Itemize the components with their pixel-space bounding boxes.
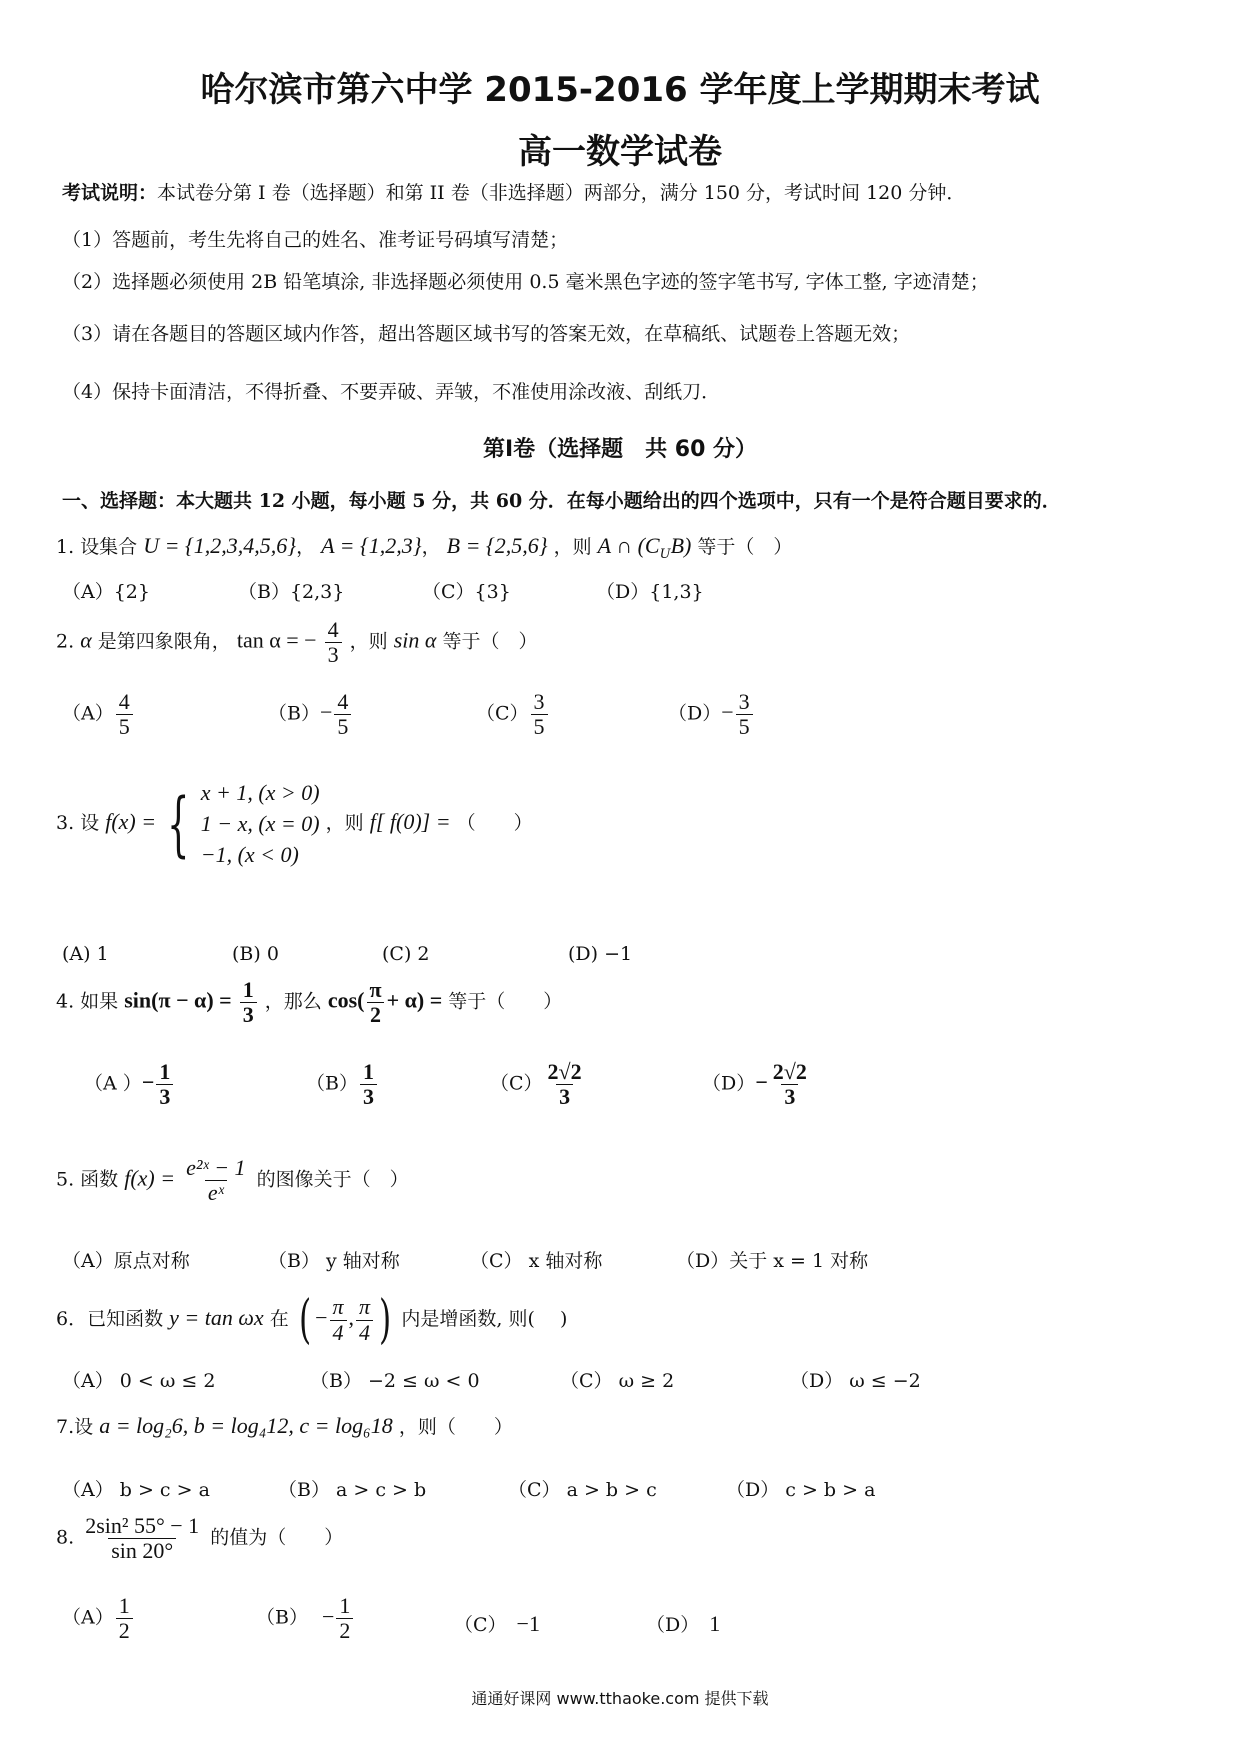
option-b: (B) 0 [232, 943, 279, 965]
option-d: （D） c > b > a [726, 1479, 876, 1501]
fraction: $\frac{3}{5}$ [736, 690, 753, 739]
part1-heading: 第I卷（选择题 共 60 分） [482, 437, 758, 462]
instruction-item: （4）保持卡面清洁，不得折叠、不要弄破、弄皱，不准使用涂改液、刮纸刀． [62, 381, 721, 403]
instruction-item: （3）请在各题目的答题区域内作答，超出答题区域书写的答案无效，在草稿纸、试题卷上答题无效； [62, 323, 911, 345]
option-c: （C） $\frac{3}{5}$ [476, 690, 550, 739]
option-c: （C） ω ≥ 2 [560, 1370, 675, 1392]
fraction: $\frac{\pi}{2}$ [367, 978, 385, 1027]
fraction: $\frac{1}{3}$ [156, 1060, 173, 1109]
option-a: （A） $\frac{1}{2}$ [62, 1594, 135, 1643]
fraction: $\frac{\text{e²ˣ − 1}}{\text{eˣ}}$ [186, 1155, 246, 1206]
piecewise-cases: x + 1, (x > 0) 1 − x, (x = 0) −1, (x < 0) [200, 780, 320, 867]
option-d: （D）− $\frac{2√2}{3}$ [702, 1060, 812, 1109]
option-c: （C） a > b > c [508, 1479, 657, 1501]
option-b: （B） a > c > b [278, 1479, 427, 1501]
instructions-intro [62, 178, 965, 205]
option-c: （C）{3} [422, 581, 511, 603]
footer-source: 通通好课网 www.tthaoke.com 提供下载 [471, 1689, 769, 1708]
question-3: 3. 设 f(x) = { x + 1, (x > 0) 1 − x, (x = 0) −1, (x < 0) ，则 f[ f(0)] = （ ） [56, 778, 533, 870]
fraction: $\frac{4}{3}$ [325, 618, 342, 667]
right-paren: ) [379, 1290, 392, 1350]
option-a: （A）{2} [62, 581, 150, 603]
option-b: （B） −2 ≤ ω < 0 [310, 1370, 480, 1392]
option-c: （C） −1 [454, 1611, 540, 1636]
option-c: (C) 2 [382, 943, 430, 965]
fraction: $\frac{1}{2}$ [116, 1594, 133, 1643]
option-b: （B） − $\frac{1}{2}$ [256, 1594, 355, 1643]
question-2: 2. α 是第四象限角， tan α = − $\frac{4}{3}$ ，则 sin α 等于（ ） [56, 617, 538, 668]
option-c: （C） $\frac{2√2}{3}$ [490, 1060, 587, 1109]
option-c: （C） x 轴对称 [470, 1250, 603, 1272]
exam-title: 哈尔滨市第六中学 2015-2016 学年度上学期期末考试 [200, 70, 1040, 110]
option-a: （A）原点对称 [62, 1250, 190, 1272]
option-a: （A ）− $\frac{1}{3}$ [84, 1060, 175, 1109]
option-b: （B） y 轴对称 [268, 1250, 400, 1272]
fraction: $\frac{1}{3}$ [360, 1060, 377, 1109]
option-d: （D） 1 [646, 1611, 721, 1636]
question-4: 4. 如果 sin(π − α) = $\frac{1}{3}$ ，那么 cos( $\frac{\pi}{2}$ + α) = 等于（ ） [56, 977, 563, 1028]
option-d: （D）− $\frac{3}{5}$ [668, 690, 755, 739]
option-d: （D） ω ≤ −2 [790, 1370, 921, 1392]
option-d: (D) −1 [568, 943, 633, 965]
option-a: (A) 1 [62, 943, 109, 965]
instructions-text: 本试卷分第 I 卷（选择题）和第 II 卷（非选择题）两部分，满分 150 分，考试时间 120 分钟． [157, 182, 966, 204]
left-brace: { [167, 783, 190, 866]
fraction: $\frac{\text{2sin² 55° − 1}}{\sin 20^\circ}$ [85, 1513, 200, 1564]
part1-intro: 一、选择题：本大题共 12 小题，每小题 5 分，共 60 分．在每小题给出的四个选项中，只有一个是符合题目要求的． [62, 490, 1061, 512]
option-a: （A） $\frac{4}{5}$ [62, 690, 135, 739]
option-d: （D）关于 x = 1 对称 [676, 1250, 869, 1272]
option-a: （A） 0 < ω ≤ 2 [62, 1370, 216, 1392]
option-b: （B） $\frac{1}{3}$ [306, 1060, 379, 1109]
fraction: $\frac{2√2}{3}$ [772, 1059, 807, 1110]
fraction: $\frac{1}{3}$ [240, 978, 257, 1027]
fraction: $\frac{\pi}{4}$ [356, 1295, 373, 1344]
fraction: $\frac{2√2}{3}$ [547, 1059, 582, 1110]
exam-subtitle: 高一数学试卷 [518, 132, 722, 172]
fraction: $\frac{4}{5}$ [334, 690, 351, 739]
question-1: 1. 设集合 U = {1,2,3,4,5,6}， A = {1,2,3}， B = {2,5,6} ，则 A ∩ $(C_UB)$ 等于（ ） [56, 533, 793, 562]
fraction: $\frac{4}{5}$ [116, 690, 133, 739]
fraction: $\frac{1}{2}$ [336, 1594, 353, 1643]
question-7: 7.设 a = log₂6, b = log₄12, c = log₆18 ，则（ ） [56, 1413, 513, 1438]
fraction: $\frac{\pi}{4}$ [330, 1295, 347, 1344]
option-b: （B）− $\frac{4}{5}$ [268, 690, 353, 739]
question-8: 8. $\frac{\text{2sin² 55° − 1}}{\sin 20^\circ}$ 的值为（ ） [56, 1513, 344, 1564]
option-b: （B）{2,3} [238, 581, 345, 603]
option-d: （D）{1,3} [596, 581, 704, 603]
question-5: 5. 函数 f(x) = $\frac{\text{e²ˣ − 1}}{\text{eˣ}}$ 的图像关于（ ） [56, 1155, 409, 1206]
instruction-item: （2）选择题必须使用 2B 铅笔填涂, 非选择题必须使用 0.5 毫米黑色字迹的签字笔书写, 字体工整, 字迹清楚； [62, 271, 989, 293]
option-a: （A） b > c > a [62, 1479, 210, 1501]
instruction-item: （1）答题前，考生先将自己的姓名、准考证号码填写清楚； [62, 229, 569, 251]
instructions-label: 考试说明： [62, 182, 158, 204]
question-6: 6．已知函数 y = tan ωx 在 ( − $\frac{\pi}{4}$ , $\frac{\pi}{4}$ ) 内是增函数, 则( ) [56, 1290, 568, 1350]
left-paren: ( [298, 1290, 312, 1350]
fraction: $\frac{3}{5}$ [531, 690, 548, 739]
